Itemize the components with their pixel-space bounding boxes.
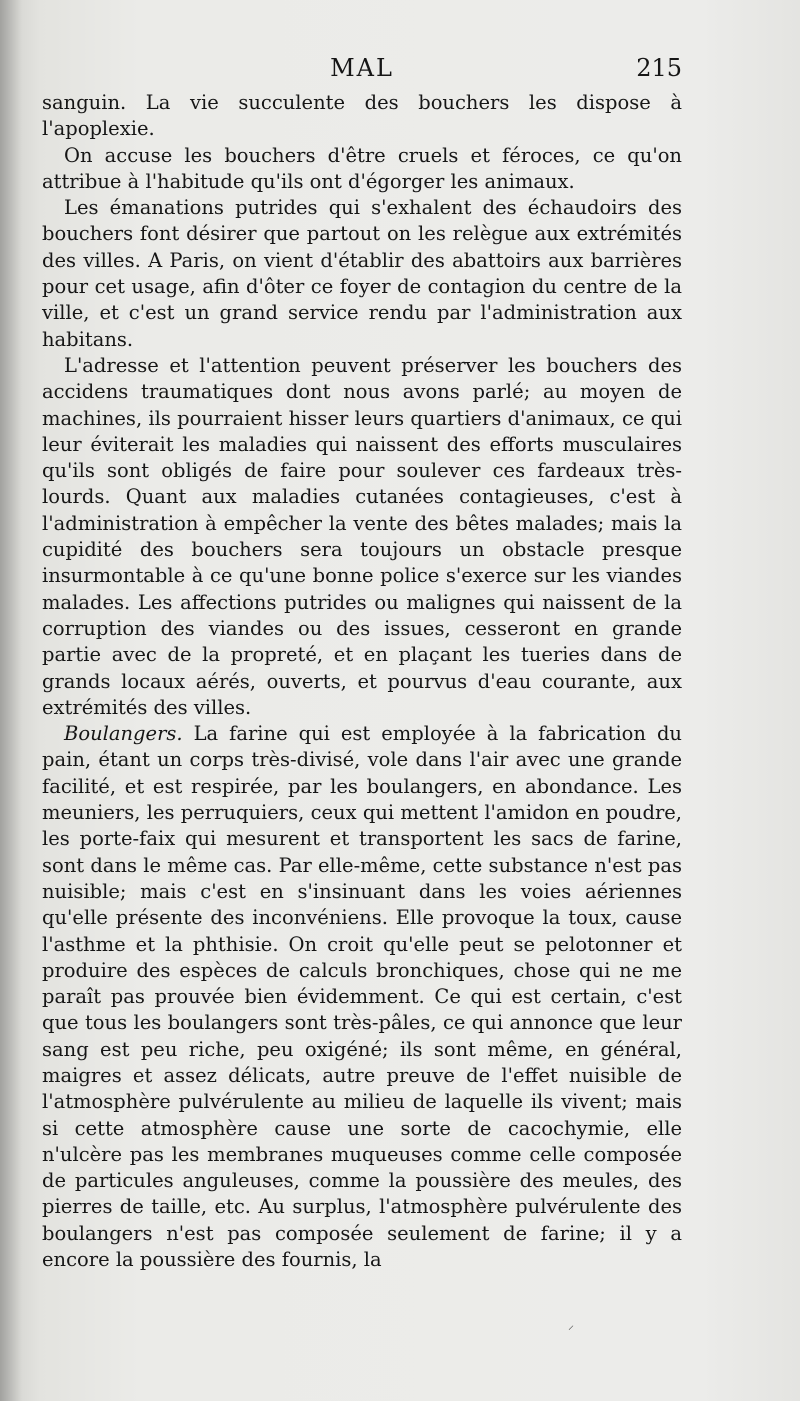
paragraph-emanations: Les émanations putrides qui s'exhalent des échaudoirs des bouchers font désirer que partout on les relègue aux extrémités des villes. A Paris, on vient d'établir des abattoirs aux barrières pour cet usage, afin d'ôter ce foyer de contagion du centre de la ville, et c'est un grand service rendu par l'administration aux habitans.: [42, 196, 682, 351]
ink-mark: ⸝: [568, 1318, 575, 1332]
boulangers-heading: Boulangers.: [64, 722, 183, 746]
running-title: MAL: [330, 54, 394, 82]
paragraph-adresse: L'adresse et l'attention peuvent préserver les bouchers des accidens traumatiques dont nous avons parlé; au moyen de machines, ils pourraient hisser leurs quartiers d'animaux, ce qui leur éviterait les maladies qui naissent des efforts musculaires qu'ils sont obligés de faire pour soulever ces fardeaux très-lourds. Quant aux maladies cutanées contagieuses, c'est à l'administration à empêcher la vente des bêtes malades; mais la cupidité des bouchers sera toujours un obstacle presque insurmontable à ce qu'une bonne police s'exerce sur les viandes malades. Les affections putrides ou malignes qui naissent de la corruption des viandes ou des issues, cesseront en grande partie avec de la propreté, et en plaçant les tueries dans de grands locaux aérés, ouverts, et pourvus d'eau courante, aux extrémités des villes.: [42, 353, 682, 719]
boulangers-text: La farine qui est employée à la fabrication du pain, étant un corps très-divisé, vole dans l'air avec une grande facilité, et est respirée, par les boulangers, en abondance. Les meuniers, les perruquiers, ceux qui mettent l'amidon en poudre, les porte-faix qui mesurent et transportent les sacs de farine, sont dans le même cas. Par elle-même, cette substance n'est pas nuisible; mais c'est en s'insinuant dans les voies aériennes qu'elle présente des inconvéniens. Elle provoque la toux, cause l'asthme et la phthisie. On croit qu'elle peut se pelotonner et produire des espèces de calculs bronchiques, chose qui ne me paraît pas prouvée bien évidemment. Ce qui est certain, c'est que tous les boulangers sont très-pâles, ce qui annonce que leur sang est peu riche, peu oxigéné; ils sont même, en général, maigres et assez délicats, autre preuve de l'effet nuisible de l'atmosphère pulvérulente au milieu de laquelle ils vivent; mais si cette atmosphère cause une sorte de cacochymie, elle n'ulcère pas les membranes muqueuses comme celle composée de particules anguleuses, comme la poussière des meules, des pierres de taille, etc. Au surplus, l'atmosphère pulvérulente des boulangers n'est pas composée seulement de farine; il y a encore la poussière des fournis, la: [42, 722, 682, 1272]
gutter-shadow: [0, 0, 22, 1401]
page-header: [42, 54, 682, 90]
page-number: 215: [636, 54, 682, 82]
body-text: [42, 90, 682, 1273]
paragraph-apoplexie: sanguin. La vie succulente des bouchers les dispose à l'apoplexie.: [42, 91, 682, 141]
paragraph-boulangers: [42, 721, 682, 1273]
paragraph-cruels: On accuse les bouchers d'être cruels et féroces, ce qu'on attribue à l'habitude qu'ils ont d'égorger les animaux.: [42, 143, 682, 193]
